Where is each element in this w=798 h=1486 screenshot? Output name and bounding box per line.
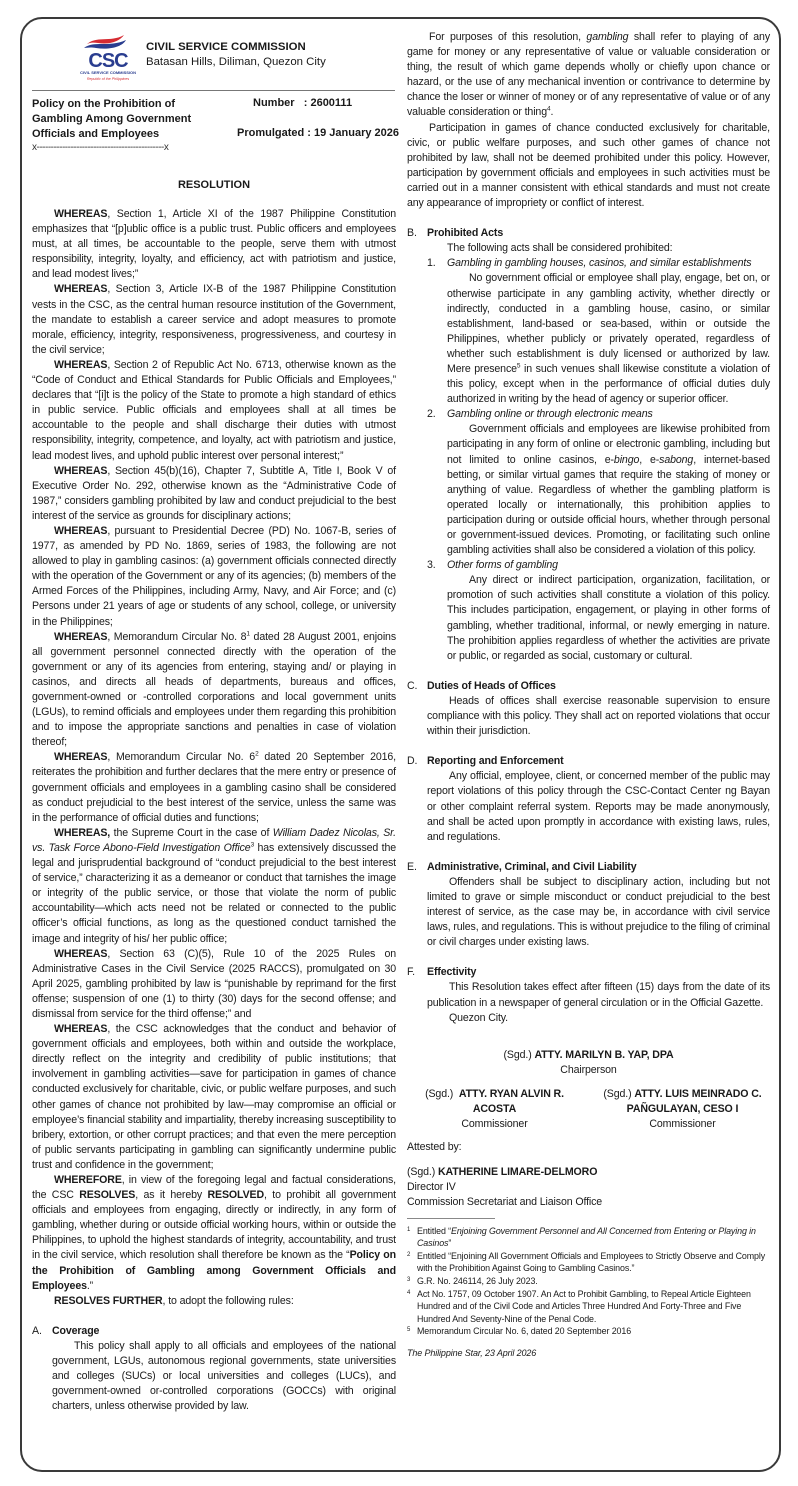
whereas-clause-8: WHEREAS, the Supreme Court in the case of William Dadez Nicolas, Sr. vs. Task Force Abono-Field Investigation Office$^3$ has extensively discussed the legal and jurisprudential background of “conduct prejudicial to the best interest of service,” characterizing it as a demeanor or conduct that tarnishes the image or integrity of the public service, or those that violate the norm of public accountability—which acts need not be related or connected to the public officer’s official functions, as long as the questioned conduct tarnished the image and integrity of his/ her public office; [32,826,396,945]
svg-text:CSC: CSC [88,50,128,72]
section-c-title: Duties of Heads of Offices [427,679,556,692]
chairperson-signature: (Sgd.) ATTY. MARILYN B. YAP, DPA Chairperson [503,1048,674,1076]
prohibited-act-3-title: Other forms of gambling [447,559,558,572]
whereas-clause-6: WHEREAS, Memorandum Circular No. $8^1$ dated 28 August 2001, enjoins all government personnel connected directly with the operation of the government or any of its agencies from entering, staying and/ or playing in casinos, and directs all heads of departments, bureaus and offices, government-owned or -controlled corporations and local government units (LGUs), to remind officials and employees under them regarding this prohibition and to impose the appropriate sanctions and penalties in case of violation thereof; [32,630,396,749]
footnote-ref-1[interactable]: 1 [246,630,250,638]
footnote-divider [407,1218,495,1219]
section-d-reporting: D. Reporting and Enforcement Any official, employee, client, or concerned member of the public may report violations of this policy through the CSC-Contact Center ng Bayan or other complaint referral system. Reports may be made anonymously, and shall be acted upon promptly in accordance with existing laws, rules, and regulations. [407,755,770,843]
document-type-heading: RESOLUTION [177,179,251,191]
whereas-clause-2: WHEREAS, Section 3, Article IX-B of the 1987 Philippine Constitution vests in the CSC, as the central human resource institution of the Government, the mandate to establish a career service and adopt measures to promote morale, efficiency, integrity, responsiveness, progressiveness, and courtesy in the civil service; [32,283,396,356]
commissioner-signatures [407,1087,770,1132]
attested-label: Attested by: [407,1141,462,1154]
separator-line: x---------------------------------------------x [32,142,169,153]
footnote-1: 1 Entitled “Enjoining Government Personnel and All Concerned from Entering or Playing in Casinos” [407,1225,756,1249]
section-d-title: Reporting and Enforcement [427,755,564,768]
policy-title: Policy on the Prohibition of Gambling Among Government Officials and Employees [32,98,192,141]
footnote-3: 3 G.R. No. 246114, 26 July 2023. [407,1275,538,1286]
wherefore-clause: WHEREFORE, in view of the foregoing legal and factual considerations, the CSC RESOLVES, as it hereby RESOLVED, to prohibit all government officials and employees from engaging, directly or indirectly, in any form of gambling, whether during or outside official working hours, within or outside the Philippines, to uphold the highest standards of integrity, accountability, and trust in the civil service, which resolution shall therefore be known as the “Policy on the Prohibition of Gambling among Government Officials and Employees.” [32,1174,396,1292]
games-of-chance-exception: Participation in games of chance conducted exclusively for charitable, civic, or public welfare purposes, and such other games of chance not prohibited by law, shall not be deemed prohibited under this policy. However, participation by government officials and employees in such activities must be carried out in a manner consistent with ethical standards and must not create any appearance of impropriety or conflict of interest. [407,121,770,210]
left-column [32,207,396,1414]
svg-text:CIVIL SERVICE COMMISSION: CIVIL SERVICE COMMISSION [80,70,136,75]
commissioner-signature-1: (Sgd.) ATTY. RYAN ALVIN R. ACOSTA Commissioner [425,1087,564,1131]
header-divider [32,90,395,91]
attester-signature: (Sgd.) KATHERINE LIMARE-DELMORO Director IV Commission Secretariat and Liaison Office [407,1166,603,1209]
footnote-ref-2[interactable]: 2 [255,750,259,758]
whereas-clause-3: WHEREAS, Section 2 of Republic Act No. 6713, otherwise known as the “Code of Conduct and Ethical Standards for Public Officials and Employees,” declares that “[i]t is the policy of the State to promote a high standard of ethics in public service. Public officials and employees shall at all times be accountable to the people and shall discharge their duties with utmost responsibility, integrity, competence, and loyalty, act with patriotism and justice, lead modest lives, and uphold public interest over personal interest;” [32,358,396,462]
footnote-4: 4 Act No. 1757, 09 October 1907. An Act to Prohibit Gambling, to Repeal Article Eighteen Hundred and of the Civil Code and Articles Three Hundred And Forty-Three and Five Hundred And Seventy-Nine of the Penal Code. [407,1288,751,1324]
svg-text:Republic of the Philippines: Republic of the Philippines [86,77,130,81]
gambling-definition: For purposes of this resolution, gambling shall refer to playing of any game for money or any representative of value or valuable consideration or thing, the result of which game depends wholly or chiefly upon chance or hazard, or the use of any mechanical invention or contrivance to determine by chance the loser or winner of money or of any representative of value or of any valuable consideration or thing$^4$. [407,31,770,119]
footnote-ref-5[interactable]: 5 [516,362,521,370]
section-b-title: Prohibited Acts [427,227,504,240]
section-b-prohibited-acts: B. Prohibited Acts The following acts shall be considered prohibited: [407,226,770,256]
whereas-clause-1: WHEREAS, Section 1, Article XI of the 1987 Philippine Constitution emphasizes that “[p]ublic office is a public trust. Public officers and employees must, at all times, be accountable to the people, serve them with utmost responsibility, integrity, loyalty, and efficiency, act with patriotism and justice, and lead modest lives;” [32,208,396,281]
resolution-number: Number : 2600111 [253,97,353,109]
publication-source: The Philippine Star, 23 April 2026 [407,1347,537,1358]
prohibited-act-3: 3. Other forms of gambling Any direct or indirect participation, organization, facilitation, or promotion of such activities shall constitute a violation of this policy. This includes participation, engagement, or playing in other forms of gambling, whether traditional, informal, or newly emerging in nature. The prohibition applies regardless of whether the activities are private or public, or regarded as social, customary or cultural. [427,559,770,662]
prohibited-act-1-title: Gambling in gambling houses, casinos, and similar establishments [447,257,752,270]
letterhead [80,31,410,83]
section-f-effectivity: F. Effectivity This Resolution takes effect after fifteen (15) days from the date of its publication in a newspaper of general circulation or in the Official Gazette. Quezon City. [407,965,770,1025]
section-c-duties: C. Duties of Heads of Offices Heads of offices shall exercise reasonable supervision to ensure compliance with this policy. They shall act on reported violations that occur within their jurisdiction. [407,679,770,738]
csc-logo-icon [80,31,136,83]
promulgation-date: Promulgated : 19 January 2026 [237,127,400,139]
footnote-5: 5 Memorandum Circular No. 6, dated 20 September 2016 [407,1326,632,1337]
section-b-intro: The following acts shall be considered prohibited: [447,242,673,255]
whereas-clause-7: WHEREAS, Memorandum Circular No. $6^2$ dated 20 September 2016, reiterates the prohibition and further declares that the mere entry or presence of government officials and employees in a gambling casino shall be considered as conduct prejudicial to the best interest of the service, unless the same was in the performance of official duties and functions; [32,750,396,824]
place-of-issue: Quezon City. [449,1011,509,1024]
prohibited-act-2-title: Gambling online or through electronic means [447,408,653,421]
footnote-2: 2 Entitled “Enjoining All Government Officials and Employees to Strictly Observe and Comply with the Prohibition Against Going to Gambling Casinos.” [407,1250,766,1274]
chairperson-name: ATTY. MARILYN B. YAP, DPA [534,1048,674,1061]
whereas-clause-10: WHEREAS, the CSC acknowledges that the conduct and behavior of government officials and employees, both within and outside the workplace, directly reflect on the integrity and credibility of public institutions; that involvement in gambling activities—save for participation in games of chance conducted exclusively for charitable, civic, or public welfare purposes, and such other games of chance not prohibited by law—may compromise an official or employee’s financial stability and impartiality, thereby increasing susceptibility to bribery, extortion, or other corrupt practices; and that even the mere perception of public servants participating in gambling can significantly undermine public trust and confidence in the government; [32,1023,396,1171]
section-e-title: Administrative, Criminal, and Civil Liability [427,860,637,873]
section-a-coverage: A. Coverage This policy shall apply to all officials and employees of the national government, LGUs, autonomous regional governments, state universities and colleges (SUCs) or local universities and colleges (LUCs), and government-owned or-controlled corporations (GOCCs) with original charters, unless otherwise provided by law. [32,1324,396,1415]
section-a-text: This policy shall apply to all officials and employees of the national government, LGUs, autonomous regional governments, state universities and colleges (SUCs) or local universities and colleges (LUCs), and government-owned or-controlled corporations (GOCCs) with original charters, unless otherwise provided by law. [52,1339,396,1413]
prohibited-act-2: 2. Gambling online or through electronic means Government officials and employees are likewise prohibited from participating in any form of online or electronic gambling, including but not limited to online casinos, e-bingo, e-sabong, internet-based betting, or similar virtual games that require the staking of money or anything of value. Regardless of whether the gambling platform is operated locally or internationally, this prohibition applies to participation during or outside official hours, whether through personal or government-issued devices. Promoting, or facilitating such online gambling activities shall also be considered a violation of this policy. [427,408,770,557]
section-f-title: Effectivity [427,966,477,979]
section-a-title: Coverage [52,1324,100,1337]
whereas-clause-5: WHEREAS, pursuant to Presidential Decree (PD) No. 1067-B, series of 1977, as amended by PD No. 1869, series of 1983, the following are not allowed to play in gambling casinos: (a) government officials connected directly with the operation of the Government or any of its agencies; (b) members of the Armed Forces of the Philippines, including Army, Navy, and Air Force; and (c) Persons under 21 years of age or students of any school, college, or university in the Philippines; [32,524,396,628]
right-column [407,30,770,1361]
whereas-clause-4: WHEREAS, Section 45(b)(16), Chapter 7, Subtitle A, Title I, Book V of Executive Order No. 292, otherwise known as the “Administrative Code of 1987,” considers gambling prohibited by law and conduct prejudicial to the best interest of the service as grounds for disciplinary actions; [32,464,396,522]
section-e-liability: E. Administrative, Criminal, and Civil Liability Offenders shall be subject to disciplinary action, including but not limited to grave or simple misconduct or conduct prejudicial to the best interest of service, as the case may be, in accordance with civil service laws, rules, and regulations. This is without prejudice to the filing of criminal or civil charges under existing laws. [407,860,770,949]
resolves-further-clause: RESOLVES FURTHER, to adopt the following rules: [54,1294,294,1307]
org-name: CIVIL SERVICE COMMISSION [146,41,306,53]
prohibited-act-1: 1. Gambling in gambling houses, casinos, and similar establishments No government official or employee shall play, engage, bet on, or otherwise participate in any gambling activity, whether directly or indirectly, conducted in a gambling house, casino, or similar establishment, land-based or sea-based, within or outside the Philippines, whether publicly or privately operated, regardless of whether such establishment is duly licensed or authorized by law. Mere presence$^5$ in such venues shall likewise constitute a violation of this policy, except when in the performance of official duties duly authorized in writing by the head of agency or superior officer. [427,257,770,406]
commissioner-signature-2: (Sgd.) ATTY. LUIS MEINRADO C. PAÑGULAYAN, CESO I Commissioner [603,1087,762,1131]
whereas-clause-9: WHEREAS, Section 63 (C)(5), Rule 10 of the 2025 Rules on Administrative Cases in the Civil Service (2025 RACCS), promulgated on 30 April 2025, gambling prohibited by law is “punishable by reprimand for the first offense; suspension of one (1) to thirty (30) days for the second offense; and dismissal from service for the third offense;” and [32,947,396,1020]
footnote-ref-4[interactable]: 4 [546,105,551,113]
footnote-ref-3[interactable]: 3 [250,841,255,849]
org-address: Batasan Hills, Diliman, Quezon City [146,56,326,68]
